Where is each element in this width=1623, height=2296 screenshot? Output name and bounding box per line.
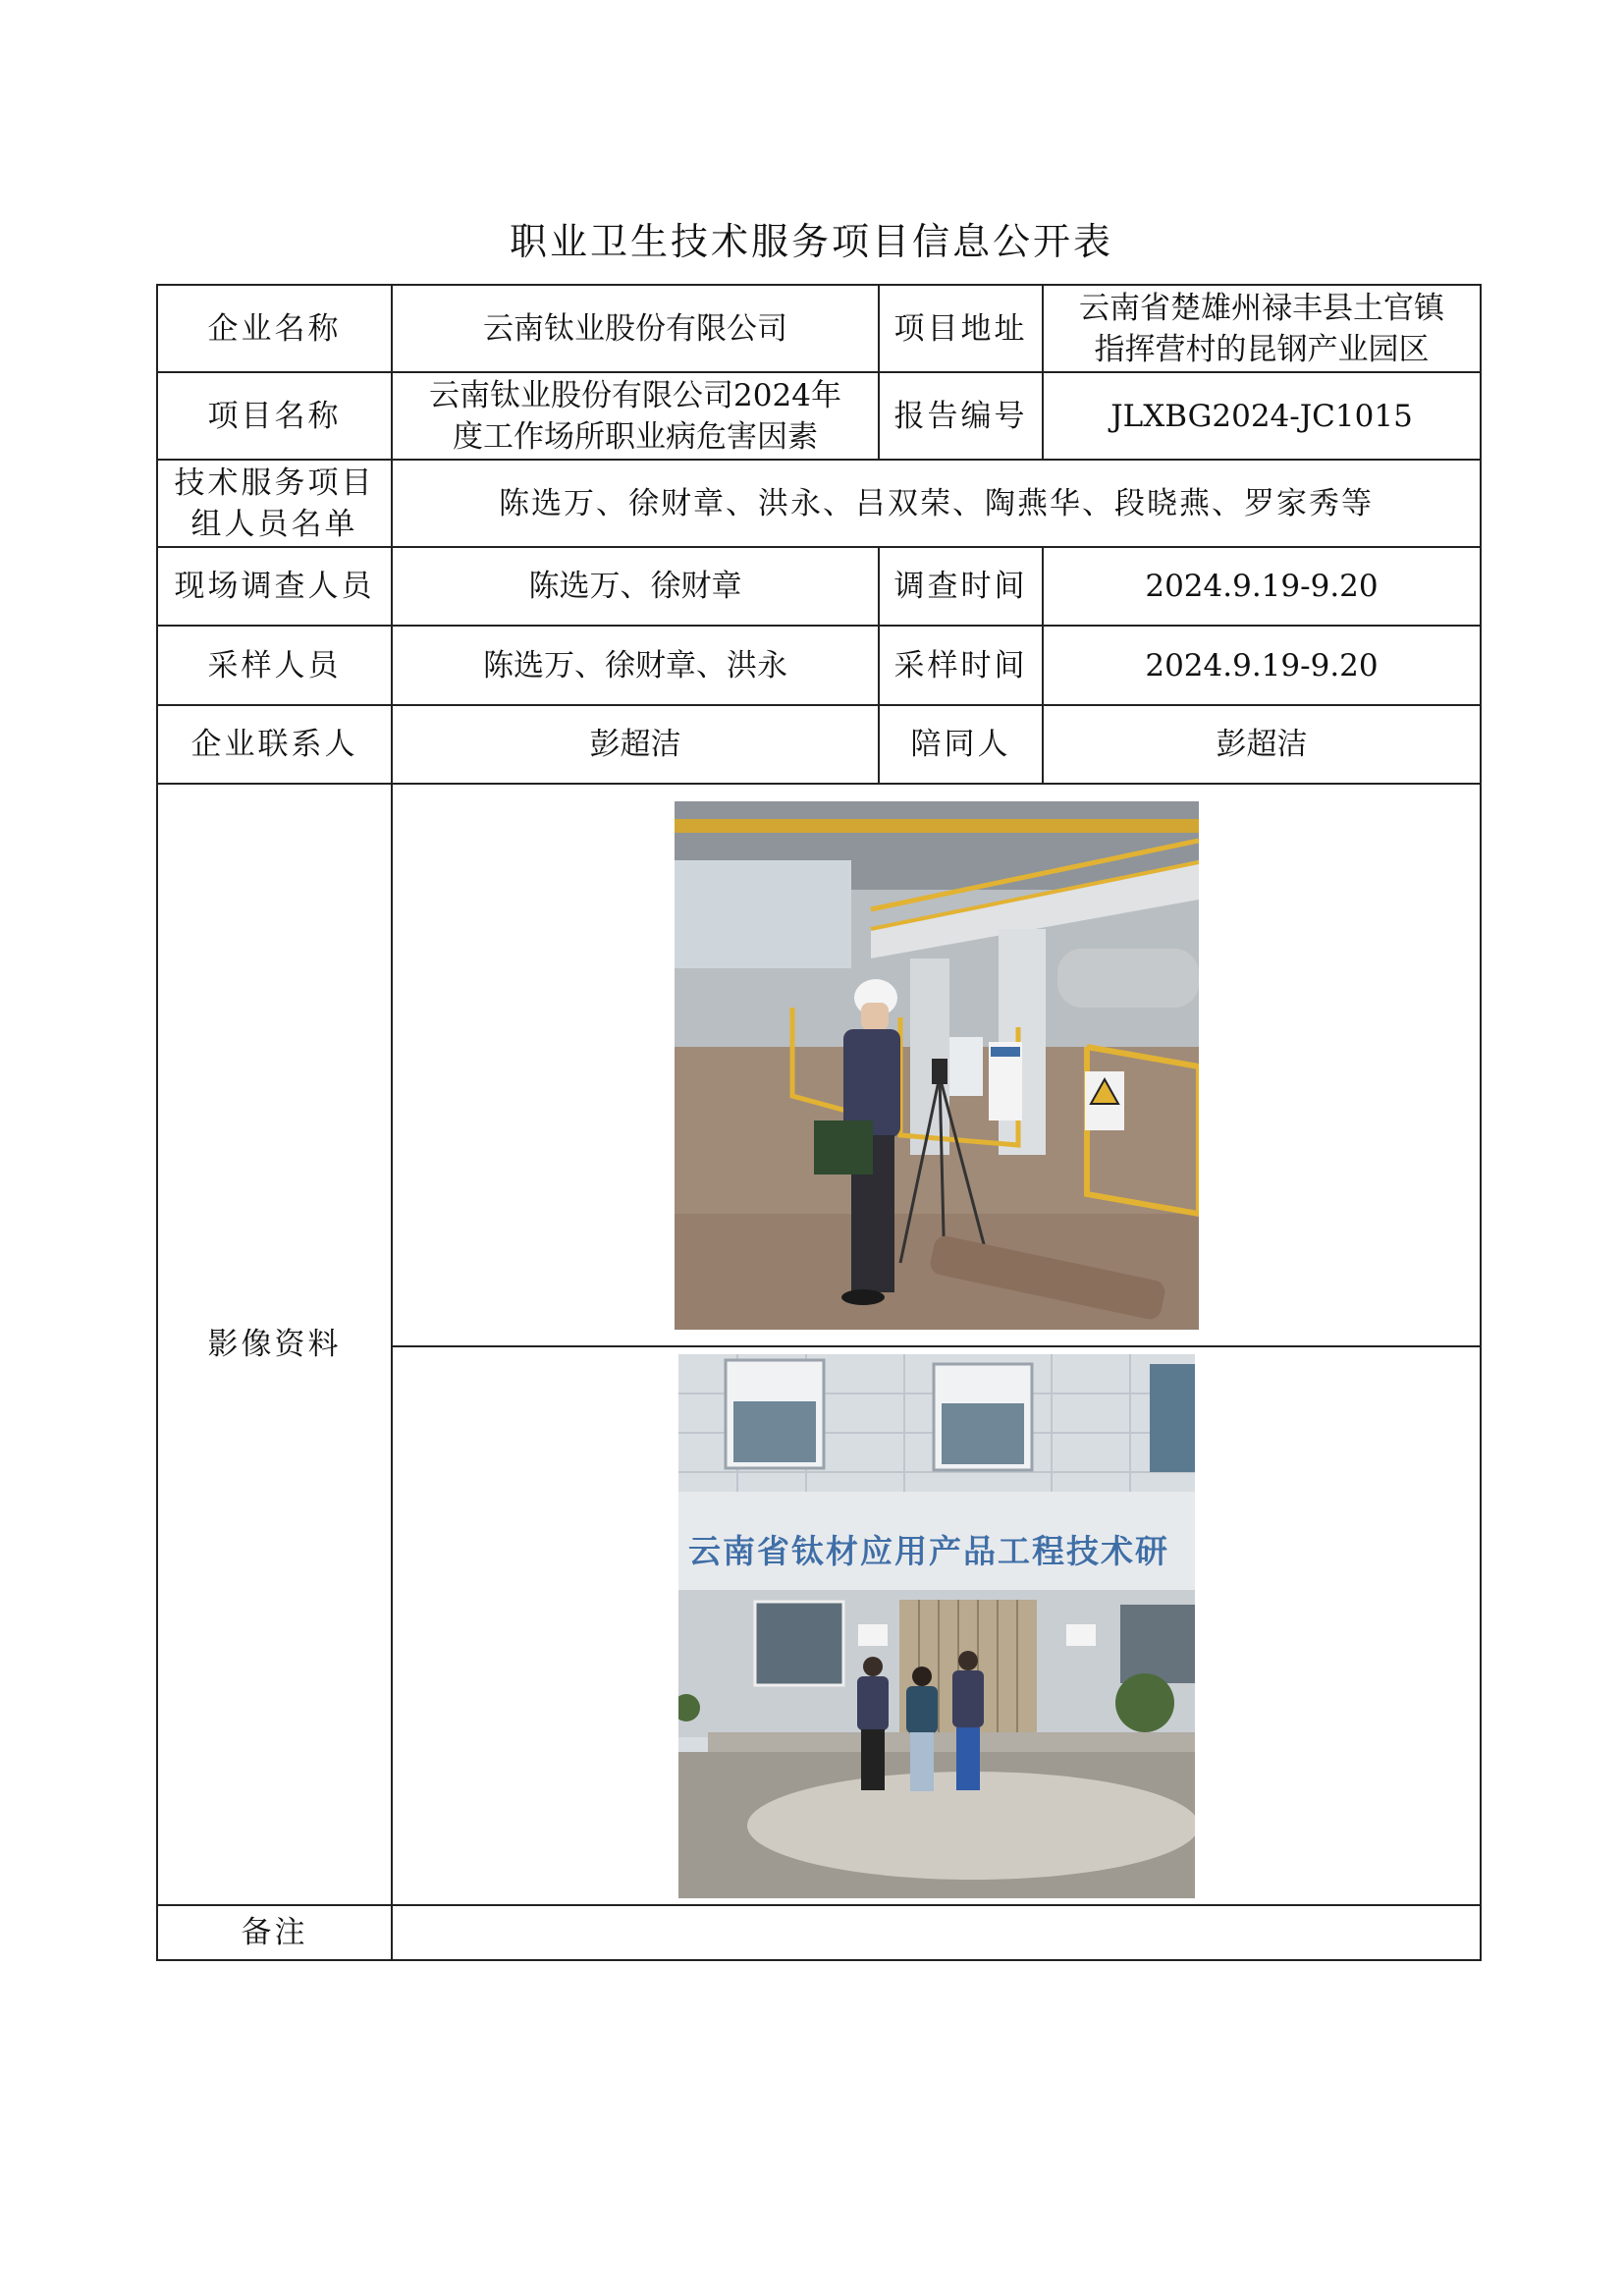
value-remarks	[392, 1905, 1481, 1960]
row-images-1	[157, 784, 1481, 1346]
label-survey-time: 调查时间	[879, 547, 1043, 626]
photo2-person-2-jacket	[906, 1686, 938, 1733]
label-project-address: 项目地址	[879, 285, 1043, 372]
photo1-window-wall	[675, 860, 851, 968]
value-sampling-time: 2024.9.19-9.20	[1043, 626, 1481, 705]
row-project	[157, 372, 1481, 460]
label-report-number: 报告编号	[879, 372, 1043, 460]
photo1-worker-face	[861, 1003, 889, 1030]
row-sampling	[157, 626, 1481, 705]
photo2-person-2-head	[912, 1667, 932, 1686]
address-line-2: 指挥营村的昆钢产业园区	[1094, 331, 1430, 367]
project-name-line-2: 度工作场所职业病危害因素	[453, 418, 818, 455]
photo2-person-3-jacket	[952, 1670, 984, 1727]
photo2-person-2-jeans	[910, 1732, 934, 1791]
project-name-line-1: 云南钛业股份有限公司2024年	[429, 377, 841, 413]
value-team-members: 陈选万、徐财章、洪永、吕双荣、陶燕华、段晓燕、罗家秀等	[392, 460, 1481, 547]
label-company-name: 企业名称	[157, 285, 392, 372]
photo2-steps	[708, 1732, 1195, 1752]
photo2-person-1-jacket	[857, 1676, 889, 1730]
label-escort: 陪同人	[879, 705, 1043, 784]
label-team-members	[157, 460, 392, 547]
label-remarks: 备注	[157, 1905, 392, 1960]
value-project-name	[392, 372, 879, 460]
photo2-plant-right	[1115, 1673, 1174, 1732]
photo-building-group	[678, 1354, 1195, 1898]
value-sampling-staff: 陈选万、徐财章、洪永	[392, 626, 879, 705]
photo2-window-1-glass	[733, 1401, 816, 1462]
photo-cell-1	[392, 784, 1481, 1346]
photo2-person-3-trousers	[956, 1727, 980, 1790]
label-sampling-staff: 采样人员	[157, 626, 392, 705]
photo-building-group-image	[678, 1354, 1195, 1898]
photo-cell-2	[392, 1346, 1481, 1905]
photo-site-sampling-image	[675, 801, 1199, 1330]
photo2-window-3	[1150, 1364, 1195, 1472]
photo1-pipe	[1057, 949, 1199, 1008]
value-survey-time: 2024.9.19-9.20	[1043, 547, 1481, 626]
label-survey-staff: 现场调查人员	[157, 547, 392, 626]
row-team	[157, 460, 1481, 547]
label-project-name: 项目名称	[157, 372, 392, 460]
photo1-worker-bag	[814, 1121, 873, 1175]
photo1-worker-shoes	[841, 1289, 885, 1305]
photo1-notice-board-1-header	[991, 1047, 1020, 1057]
row-company	[157, 285, 1481, 372]
photo1-instrument	[932, 1059, 947, 1084]
address-line-1: 云南省楚雄州禄丰县土官镇	[1079, 290, 1444, 326]
label-company-contact: 企业联系人	[157, 705, 392, 784]
photo2-ground-window	[755, 1602, 843, 1685]
photo2-side-window	[1120, 1605, 1195, 1683]
label-sampling-time: 采样时间	[879, 626, 1043, 705]
photo2-person-1-head	[863, 1657, 883, 1676]
row-contact	[157, 705, 1481, 784]
info-table	[156, 284, 1482, 1961]
value-project-address	[1043, 285, 1481, 372]
photo2-window-2-glass	[942, 1403, 1024, 1464]
photo1-notice-board-2	[949, 1037, 983, 1096]
row-remarks	[157, 1905, 1481, 1960]
team-label-line-1: 技术服务项目	[174, 465, 375, 501]
document-title: 职业卫生技术服务项目信息公开表	[509, 220, 1113, 263]
value-company-name: 云南钛业股份有限公司	[392, 285, 879, 372]
photo2-building-sign-text: 云南省钛材应用产品工程技术研	[687, 1531, 1169, 1570]
photo2-person-3-head	[958, 1651, 978, 1670]
value-report-number: JLXBG2024-JC1015	[1043, 372, 1481, 460]
value-escort: 彭超洁	[1043, 705, 1481, 784]
row-survey	[157, 547, 1481, 626]
team-label-line-2: 组人员名单	[190, 506, 358, 542]
value-company-contact: 彭超洁	[392, 705, 879, 784]
value-survey-staff: 陈选万、徐财章	[392, 547, 879, 626]
photo2-plaque-left	[858, 1624, 888, 1646]
label-images: 影像资料	[157, 784, 392, 1905]
photo1-crane-beam	[675, 819, 1199, 833]
photo2-person-1-trousers	[861, 1729, 885, 1790]
photo-site-sampling	[675, 801, 1199, 1330]
photo2-plaque-right	[1066, 1624, 1096, 1646]
